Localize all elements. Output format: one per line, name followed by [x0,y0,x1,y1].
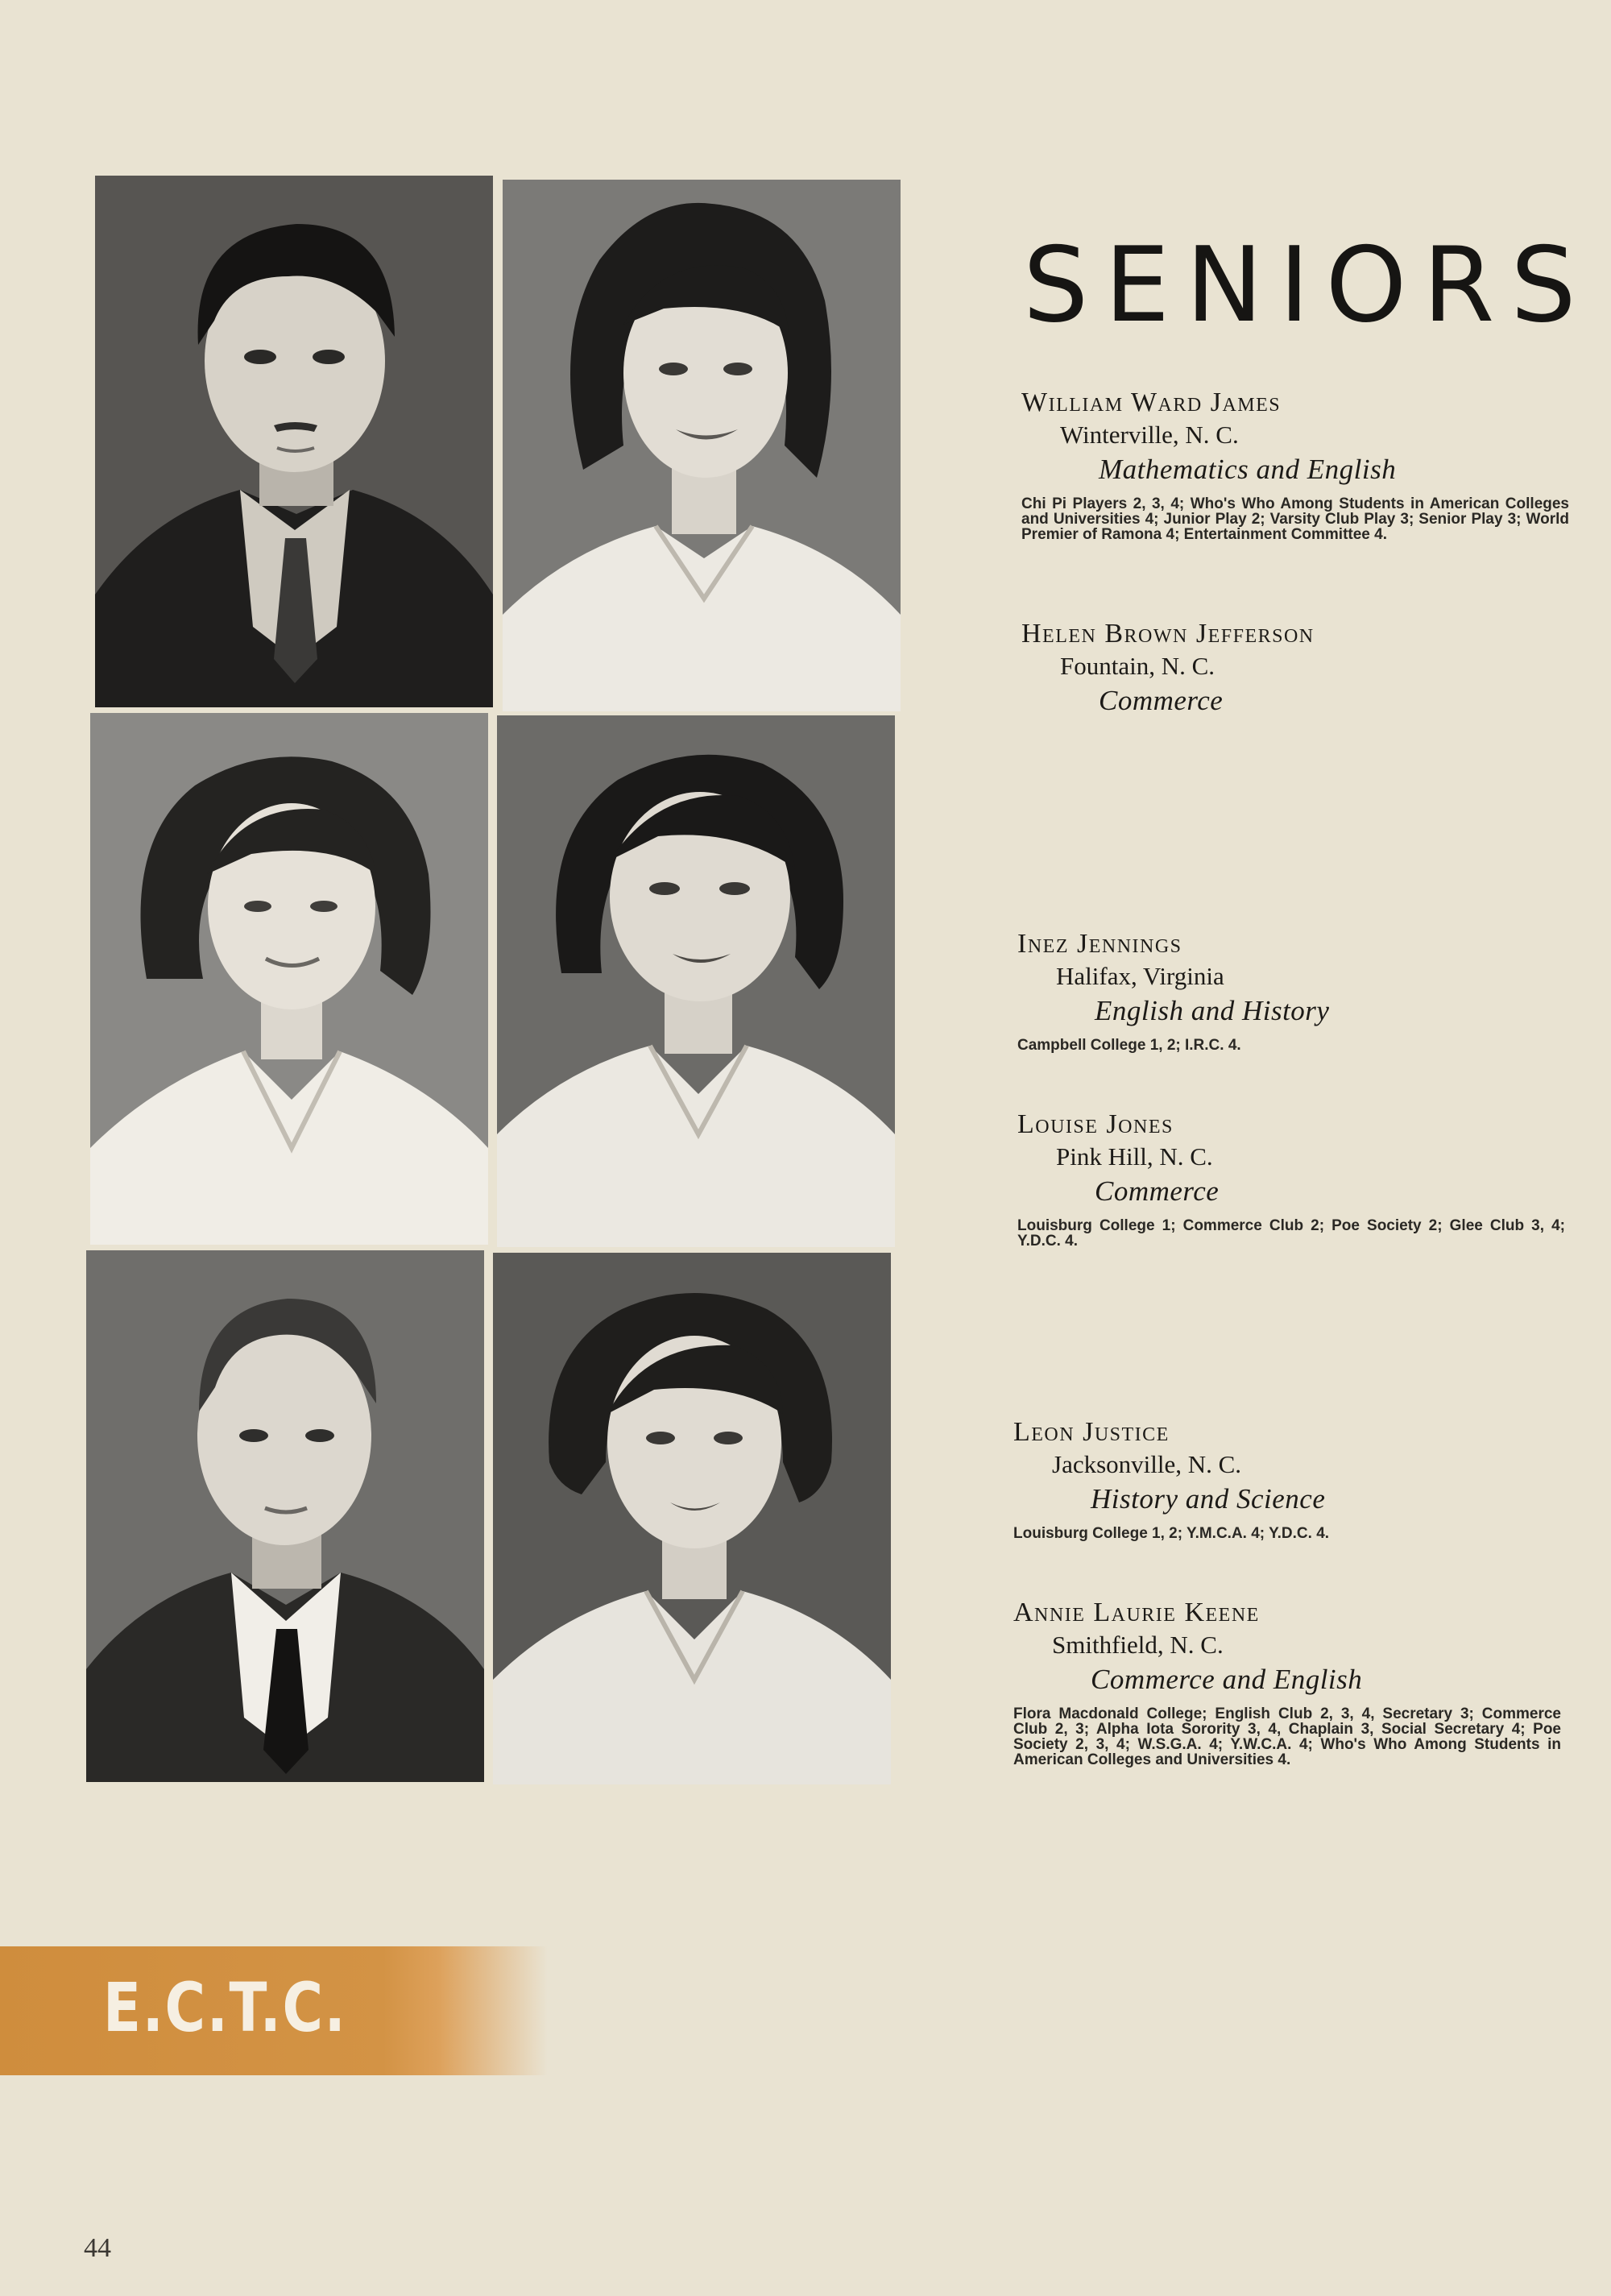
senior-hometown: Halifax, Virginia [1056,962,1224,990]
senior-hometown: Fountain, N. C. [1060,652,1215,680]
banner-logo-text: E.C.T.C. [103,1968,347,2047]
senior-name: Helen Brown Jefferson [1021,619,1315,649]
portrait-photo [90,713,488,1245]
senior-activities: Flora Macdonald College; English Club 2, 3, 4, Secretary 3; Commerce Club 2, 3; Alpha Iota Sorority 3, 4, Chaplain 3, Social Secretary 4; Poe Society 2, 3, 4; W.S.G.A. 4; Y.W.C.A. 4; Who's Who Among Students in American Colleges and Universities 4. [1013,1705,1561,1768]
senior-major: Commerce and English [1091,1664,1363,1695]
senior-name: Louise Jones [1017,1109,1174,1139]
senior-major: Commerce [1095,1175,1220,1207]
page-title: SENIORS [1023,225,1592,346]
portrait-photo [493,1253,891,1784]
senior-hometown: Jacksonville, N. C. [1052,1450,1242,1478]
senior-hometown: Smithfield, N. C. [1052,1631,1224,1659]
senior-name: Leon Justice [1013,1417,1170,1447]
senior-entry [1017,928,1565,1053]
school-banner [0,1946,548,2075]
portrait-photo [86,1250,484,1782]
senior-activities: Campbell College 1, 2; I.R.C. 4. [1017,1037,1241,1054]
senior-entry [1021,618,1569,719]
senior-name: William Ward James [1021,388,1282,417]
senior-major: Mathematics and English [1099,454,1397,485]
portrait-photo [503,180,901,711]
portrait-photo [497,715,895,1247]
senior-major: Commerce [1099,685,1224,716]
senior-major: History and Science [1091,1483,1326,1515]
senior-activities: Louisburg College 1; Commerce Club 2; Poe Society 2; Glee Club 3, 4; Y.D.C. 4. [1017,1217,1565,1250]
senior-major: English and History [1095,995,1330,1026]
senior-entry [1017,1109,1565,1249]
senior-activities: Louisburg College 1, 2; Y.M.C.A. 4; Y.D.C. 4. [1013,1525,1330,1542]
senior-entry [1013,1416,1561,1541]
senior-activities: Chi Pi Players 2, 3, 4; Who's Who Among Students in American Colleges and Universities 4; Junior Play 2; Varsity Club Play 3; Senior Play 3; World Premier of Ramona 4; Entertainment Committee 4. [1021,495,1569,543]
senior-entry [1021,387,1569,542]
senior-hometown: Pink Hill, N. C. [1056,1142,1213,1171]
page-number: 44 [84,2233,111,2263]
senior-hometown: Winterville, N. C. [1060,421,1239,449]
portrait-photo [95,176,493,707]
senior-entry [1013,1597,1561,1768]
senior-name: Inez Jennings [1017,929,1182,959]
senior-name: Annie Laurie Keene [1013,1598,1260,1627]
